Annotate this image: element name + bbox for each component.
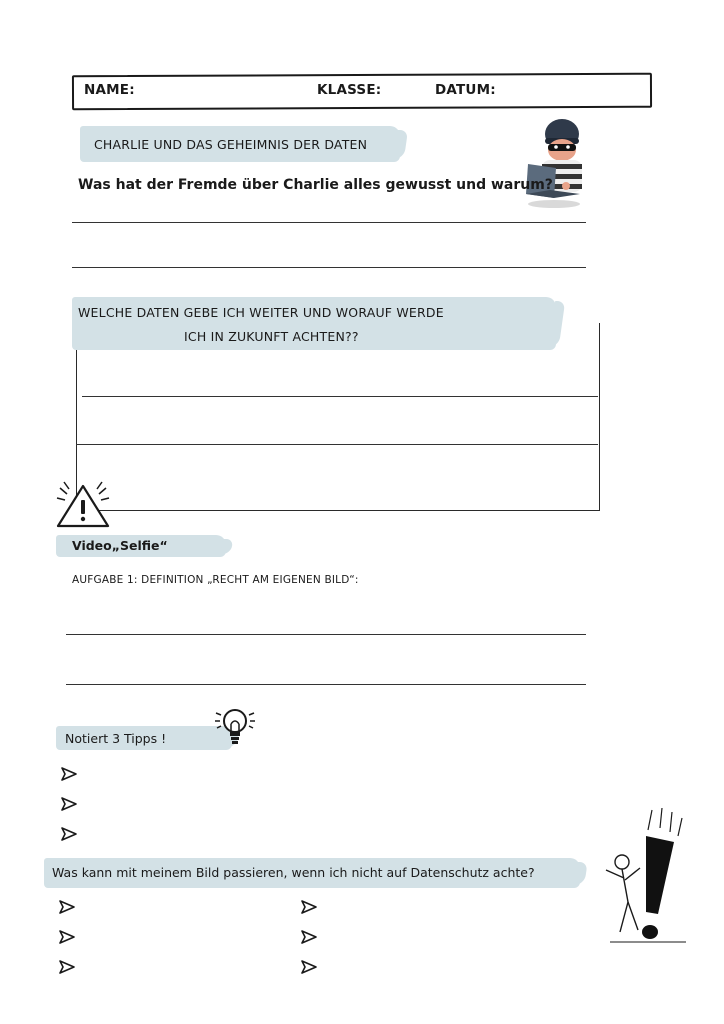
table-row-divider (82, 396, 598, 397)
hacker-illustration (524, 112, 590, 212)
answer-table (76, 323, 600, 511)
answer-line (66, 634, 586, 635)
table-row-divider (76, 444, 598, 445)
task-definition: AUFGABE 1: DEFINITION „RECHT AM EIGENEN BILD“: (72, 574, 359, 586)
arrow-bullet-icon (58, 959, 76, 975)
question-charlie: Was hat der Fremde über Charlie alles gewusst und warum? (78, 177, 553, 193)
arrow-bullet-icon (58, 899, 76, 915)
lightbulb-icon (212, 704, 258, 750)
arrow-bullet-icon (300, 899, 318, 915)
answer-line (66, 684, 586, 685)
arrow-bullet-icon (300, 959, 318, 975)
answer-line (72, 267, 586, 268)
banner-tipps-text: Notiert 3 Tipps ! (65, 731, 167, 746)
date-label: DATUM: (435, 82, 496, 98)
arrow-bullet-icon (60, 766, 78, 782)
banner-daten-line1: WELCHE DATEN GEBE ICH WEITER UND WORAUF WERDE (78, 305, 444, 320)
class-label: KLASSE: (317, 82, 382, 98)
banner-daten-line2: ICH IN ZUKUNFT ACHTEN?? (184, 329, 359, 344)
warning-triangle-icon (54, 478, 112, 528)
banner-selfie-text: Video„Selfie“ (72, 538, 168, 553)
banner-bild-text: Was kann mit meinem Bild passieren, wenn ich nicht auf Datenschutz achte? (52, 865, 535, 880)
arrow-bullet-icon (58, 929, 76, 945)
arrow-bullet-icon (60, 796, 78, 812)
exclamation-illustration (600, 806, 692, 950)
arrow-bullet-icon (300, 929, 318, 945)
banner-charlie-text: CHARLIE UND DAS GEHEIMNIS DER DATEN (94, 137, 368, 152)
answer-line (72, 222, 586, 223)
name-label: NAME: (84, 82, 135, 98)
arrow-bullet-icon (60, 826, 78, 842)
